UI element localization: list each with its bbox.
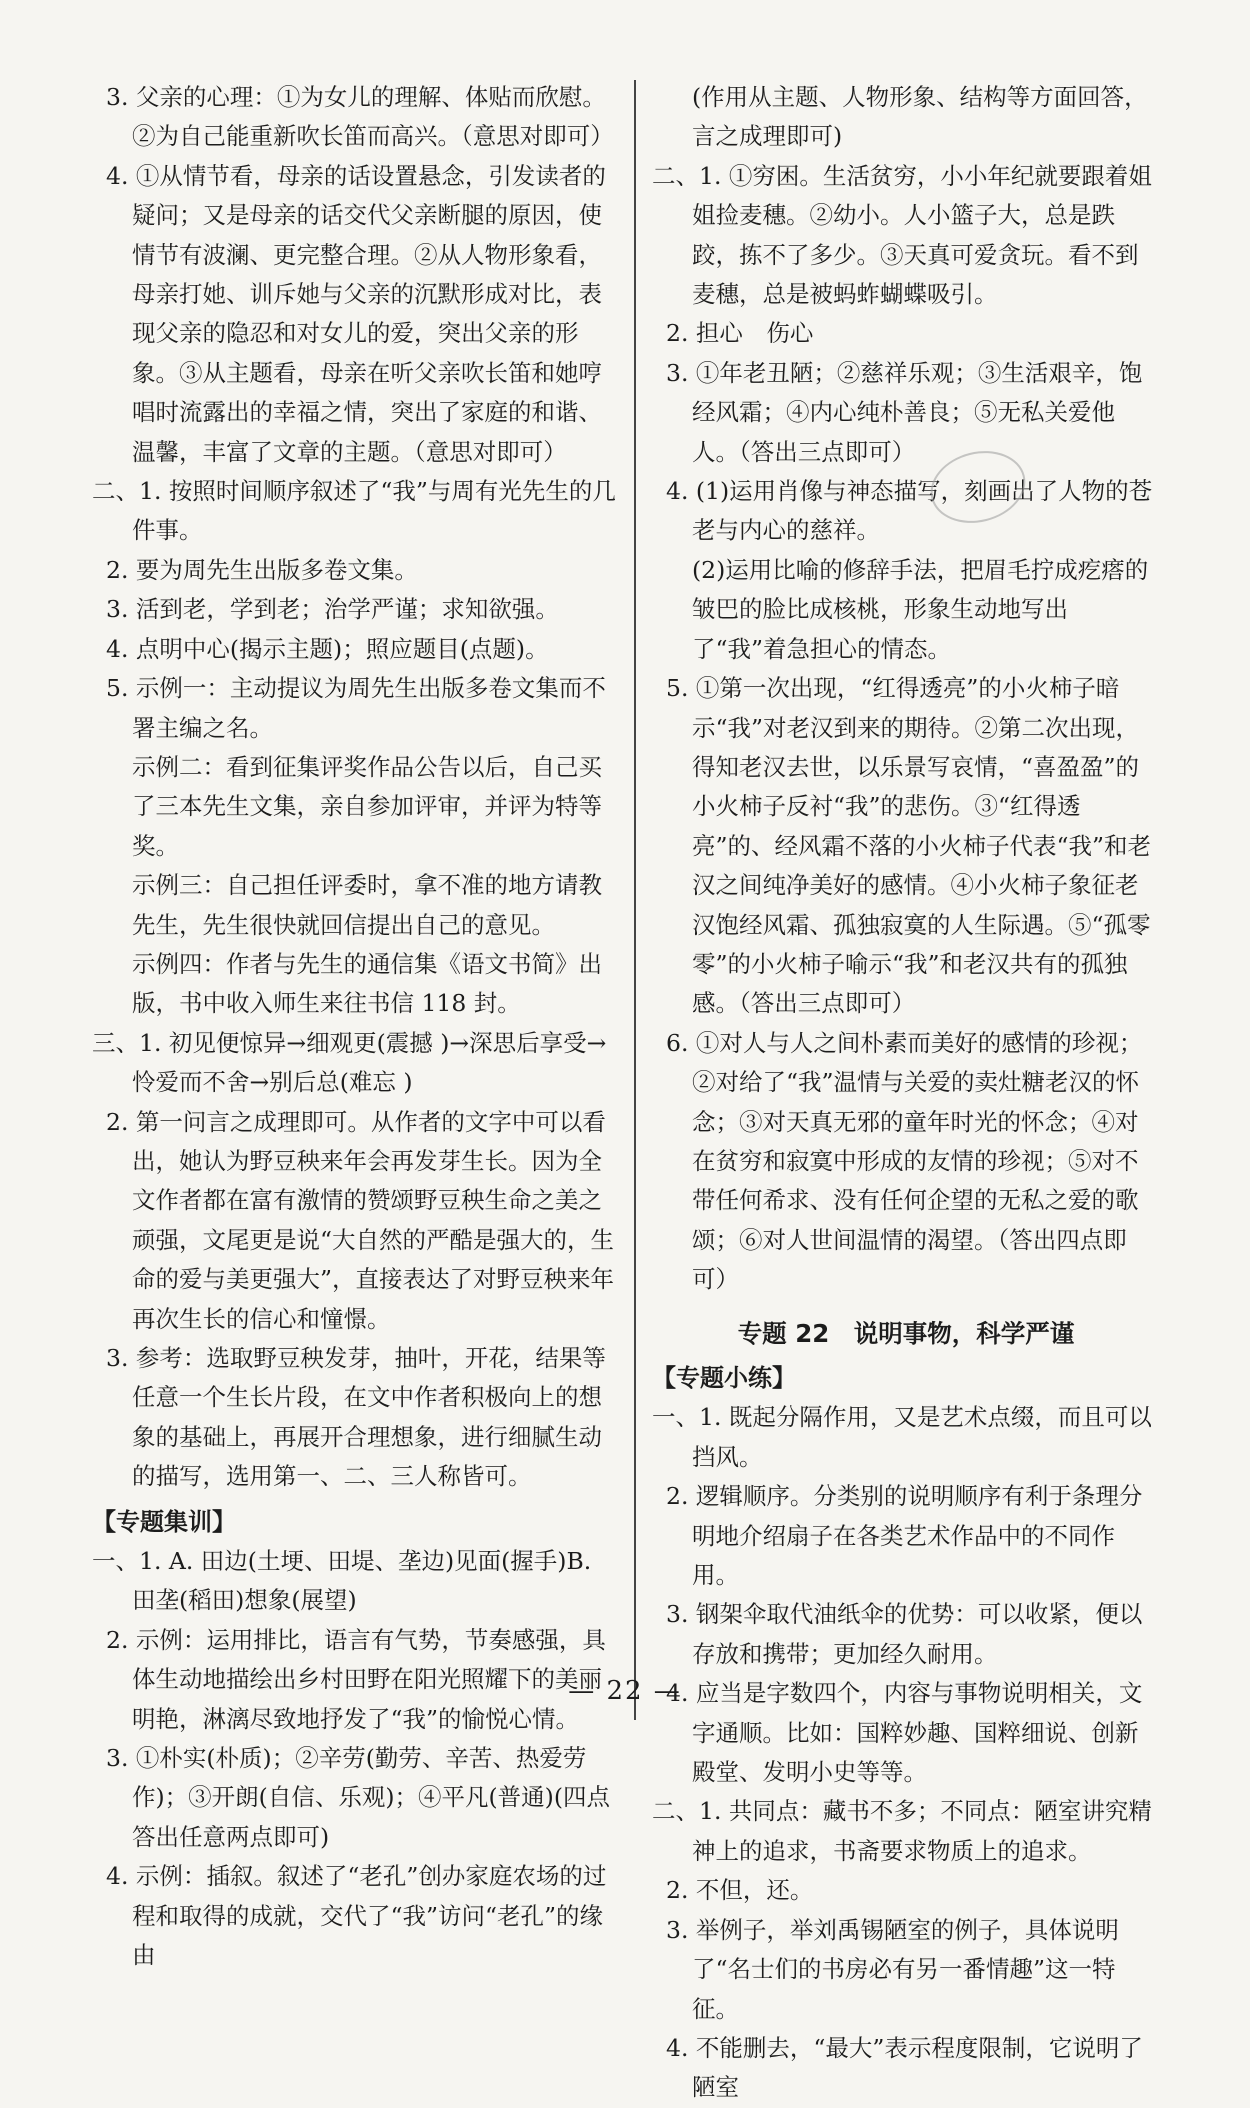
answer-right-p2-4: 4. 不能删去，“最大”表示程度限制，它说明了陋室 <box>666 2033 1143 2102</box>
answer-right-p2-2: 2. 不但，还。 <box>666 1876 814 1905</box>
answer-right-2-6: 6. ①对人与人之间朴素而美好的感情的珍视；②对给了“我”温情与关爱的卖灶糖老汉的怀念；③对天真无邪的童年时光的怀念；④对在贫穷和寂寞中形成的友情的珍视；⑤对不带任何希求、没有任何企望的无私之爱的歌颂；⑥对人世间温情的渴望。（答出四点即可） <box>666 1028 1143 1294</box>
answer-left-2-4: 4. 点明中心(揭示主题)；照应题目(点题)。 <box>106 634 549 663</box>
answer-left-t1-1: 一、1. A. 田边(土埂、田堤、垄边)见面(握手)B. 田垄(稻田)想象(展望) <box>92 1547 592 1615</box>
section-title-22: 专题 22 说明事物，科学严谨 <box>737 1318 1075 1348</box>
answer-left-t1-4: 4. 示例：插叙。叙述了“老孔”创办家庭农场的过程和取得的成就，交代了“我”访问“老孔”的缘由 <box>106 1862 607 1970</box>
answer-right-2-1: 二、1. ①穷困。生活贫穷，小小年纪就要跟着姐姐捡麦穗。②幼小。人小篮子大，总是跌跤，拣不了多少。③天真可爱贪玩。看不到麦穗，总是被蚂蚱蝴蝶吸引。 <box>652 161 1152 309</box>
answer-right-p1-2: 2. 逻辑顺序。分类别的说明顺序有利于条理分明地介绍扇子在各类艺术作品中的不同作用。 <box>666 1482 1143 1590</box>
answer-right-p1-3: 3. 钢架伞取代油纸伞的优势：可以收紧，便以存放和携带；更加经久耐用。 <box>666 1600 1143 1668</box>
answer-right-2-4: 4. (1)运用肖像与神态描写，刻画出了人物的苍老与内心的慈祥。 <box>666 477 1153 545</box>
column-divider <box>634 80 636 1720</box>
section-heading-training: 【专题集训】 <box>92 1507 236 1536</box>
answer-right-2-5: 5. ①第一次出现，“红得透亮”的小火柿子暗示“我”对老汉到来的期待。②第二次出现，得知老汉去世，以乐景写哀情，“喜盈盈”的小火柿子反衬“我”的悲伤。③“红得透亮”的、经风霜不落的小火柿子代表“我”和老汉之间纯净美好的感情。④小火柿子象征老汉饱经风霜、孤独寂寞的人生际遇。⑤“孤零零”的小火柿子喻示“我”和老汉共有的孤独感。（答出三点即可） <box>666 674 1152 1018</box>
answer-left-3: 3. 父亲的心理：①为女儿的理解、体贴而欣慰。②为自己能重新吹长笛而高兴。（意思对即可） <box>106 83 614 151</box>
answer-right-p1-4: 4. 应当是字数四个，内容与事物说明相关，文字通顺。比如：国粹妙趣、国粹细说、创新殿堂、发明小史等等。 <box>666 1679 1143 1787</box>
answer-left-3-2: 2. 第一问言之成理即可。从作者的文字中可以看出，她认为野豆秧来年会再发芽生长。因为全文作者都在富有激情的赞颂野豆秧生命之美之顽强，文尾更是说“大自然的严酷是强大的，生命的爱与美更强大”，直接表达了对野豆秧来年再次生长的信心和憧憬。 <box>106 1107 615 1333</box>
answer-left-2-5: 5. 示例一：主动提议为周先生出版多卷文集而不署主编之名。 <box>106 674 606 742</box>
answer-right-p2-3: 3. 举例子，举刘禹锡陋室的例子，具体说明了“名士们的书房必有另一番情趣”这一特征。 <box>666 1915 1119 2023</box>
answer-left-2-3: 3. 活到老，学到老；治学严谨；求知欲强。 <box>106 595 559 624</box>
answer-left-t1-2: 2. 示例：运用排比，语言有气势，节奏感强，具体生动地描绘出乡村田野在阳光照耀下的美丽明艳，淋漓尽致地抒发了“我”的愉悦心情。 <box>106 1625 606 1733</box>
answer-right-cont: (作用从主题、人物形象、结构等方面回答，言之成理即可) <box>692 83 1148 151</box>
answer-right-2-4-b: (2)运用比喻的修辞手法，把眉毛拧成疙瘩的皱巴的脸比成核桃，形象生动地写出了“我”着急担心的情态。 <box>692 555 1149 663</box>
right-column <box>652 78 1160 2108</box>
example-four: 示例四：作者与先生的通信集《语文书简》出版，书中收入师生来往书信 118 封。 <box>132 949 602 1018</box>
answer-left-2-1: 二、1. 按照时间顺序叙述了“我”与周有光先生的几件事。 <box>92 477 616 545</box>
example-three: 示例三：自己担任评委时，拿不准的地方请教先生，先生很快就回信提出自己的意见。 <box>132 871 602 939</box>
answer-left-3-1: 三、1. 初见便惊异→细观更(震撼 )→深思后享受→怜爱而不舍→别后总(难忘 ) <box>92 1028 607 1097</box>
answer-right-2-3: 3. ①年老丑陋；②慈祥乐观；③生活艰辛，饱经风霜；④内心纯朴善良；⑤无私关爱他人。（答出三点即可） <box>666 358 1143 466</box>
answer-left-t1-3: 3. ①朴实(朴质)；②辛劳(勤劳、辛苦、热爱劳作)；③开朗(自信、乐观)；④平凡(普通)(四点答出任意两点即可) <box>106 1744 611 1851</box>
section-heading-practice: 【专题小练】 <box>652 1364 796 1392</box>
answer-left-4: 4. ①从情节看，母亲的话设置悬念，引发读者的疑问；又是母亲的话交代父亲断腿的原因，使情节有波澜、更完整合理。②从人物形象看，母亲打她、训斥她与父亲的沉默形成对比，表现父亲的隐忍和对女儿的爱，突出父亲的形象。③从主题看，母亲在听父亲吹长笛和她哼唱时流露出的幸福之情，突出了家庭的和谐、温馨，丰富了文章的主题。（意思对即可） <box>106 161 606 466</box>
answer-right-p2-1: 二、1. 共同点：藏书不多；不同点：陋室讲究精神上的追求，书斋要求物质上的追求。 <box>652 1797 1152 1865</box>
answer-left-3-3: 3. 参考：选取野豆秧发芽，抽叶，开花，结果等任意一个生长片段，在文中作者积极向上的想象的基础上，再展开合理想象，进行细腻生动的描写，选用第一、二、三人称皆可。 <box>106 1344 606 1491</box>
answer-right-2-2: 2. 担心 伤心 <box>666 319 814 348</box>
answer-right-p1-1: 一、1. 既起分隔作用，又是艺术点缀，而且可以挡风。 <box>652 1403 1152 1471</box>
page-number: — 22 — <box>568 1676 682 1706</box>
example-two: 示例二：看到征集评奖作品公告以后，自己买了三本先生文集，亲自参加评审，并评为特等奖。 <box>132 752 602 860</box>
answer-left-2-2: 2. 要为周先生出版多卷文集。 <box>106 555 418 584</box>
